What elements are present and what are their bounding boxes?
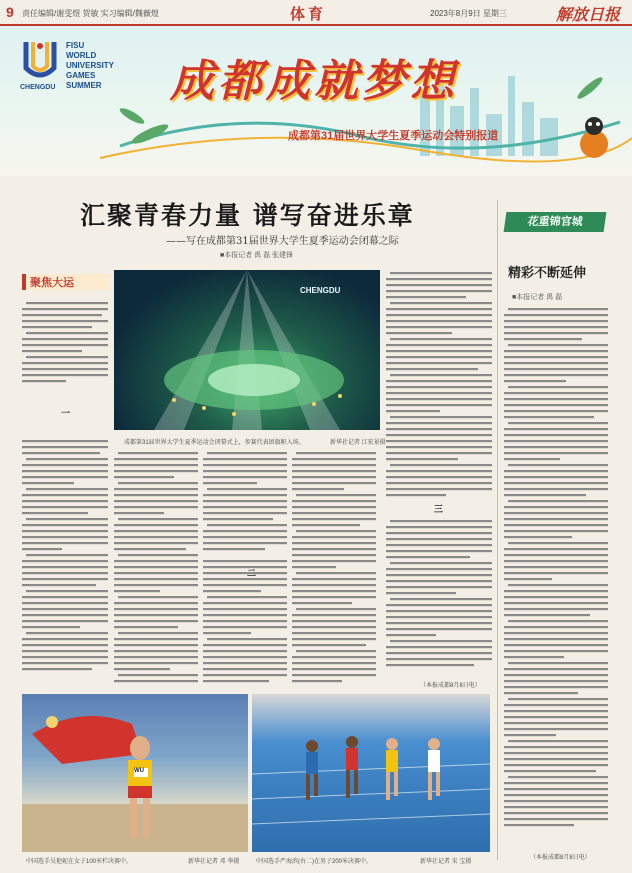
text-lines: [504, 306, 608, 846]
stage-screen-text: CHENGDU: [300, 286, 341, 295]
sprint-photo-caption: 中国选手严海滨(右二)在男子200米决赛中。: [256, 859, 373, 865]
text-lines: [386, 270, 492, 684]
article-end-note: （本报成都8月8日电）: [420, 683, 481, 689]
logo-city: CHENGDU: [20, 84, 56, 91]
byline: ■本报记者 禹 磊 张建锋: [220, 252, 294, 259]
section-title: 体育: [290, 7, 327, 23]
hurdler-photo: [22, 694, 248, 852]
sprint-photo-credit: 新华社记者 宋 宝摄: [420, 859, 472, 865]
page-number: 9: [6, 4, 14, 20]
body-column-right: [386, 270, 492, 684]
issue-date: 2023年8月9日 星期三: [430, 9, 507, 18]
feature-end-note: （本报成都8月8日电）: [530, 855, 591, 861]
headline: 汇聚青春力量 谱写奋进乐章: [80, 201, 415, 230]
feature-body: [504, 306, 608, 846]
banner-slogan: 成都成就梦想: [170, 56, 458, 107]
feature-byline: ■本报记者 禹 磊: [512, 294, 563, 301]
runner-photo-credit: 新华社记者 邓 华摄: [188, 859, 240, 865]
masthead: 解放日报: [556, 7, 621, 24]
runner-bib: WU: [134, 768, 144, 774]
fisu-logo: [22, 38, 58, 80]
subheadline: ——写在成都第31届世界大学生夏季运动会闭幕之际: [166, 236, 399, 247]
main-photo-credit: 新华社记者 江宏景摄: [330, 440, 386, 446]
text-lines: [22, 300, 108, 684]
feature-title: 精彩不断延伸: [508, 266, 587, 281]
fisu-logo-text: FISU WORLD UNIVERSITY GAMES SUMMER: [66, 41, 115, 90]
main-photo-caption: 成都第31届世界大学生夏季运动会闭幕式上，参赛代表团旗帜入场。: [124, 440, 305, 446]
special-report-label: 成都第31届世界大学生夏季运动会特别报道: [288, 130, 499, 142]
runner-photo-caption: 中国选手吴艳妮在女子100米栏决赛中。: [26, 859, 133, 865]
section-number-2: 二: [247, 568, 257, 578]
section-tag: 聚焦大运: [22, 274, 110, 290]
section-number-3: 三: [434, 504, 444, 514]
editors-line: 责任编辑/谢雯煜 贺敏 实习编辑/魏薇煌: [22, 9, 159, 18]
sprint-photo: [252, 694, 490, 852]
closing-ceremony-photo: [114, 270, 380, 430]
body-column-1: [22, 300, 108, 684]
section-number-1: 一: [61, 408, 71, 418]
column-divider: [497, 200, 498, 860]
feature-tag: 花重锦官城: [504, 212, 607, 232]
sprint-art: [252, 694, 490, 852]
